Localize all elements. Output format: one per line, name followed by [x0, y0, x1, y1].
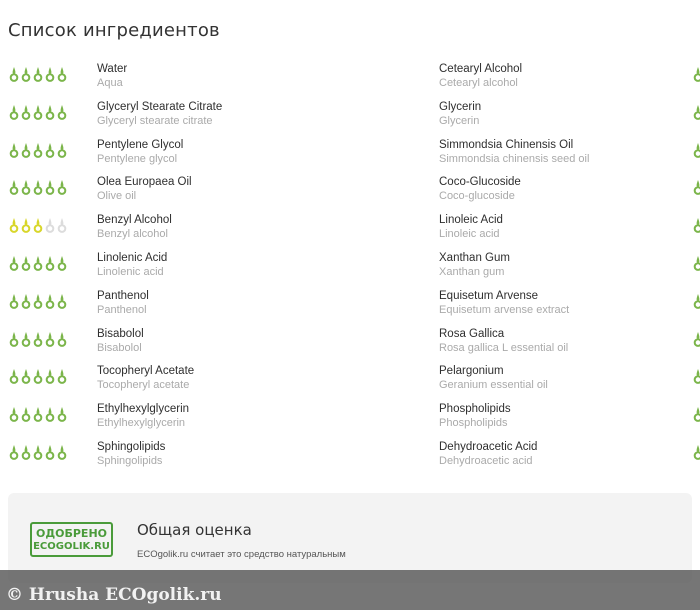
ingredient-name: Sphingolipids — [97, 440, 166, 453]
ingredient-inci: Simmondsia chinensis seed oil — [439, 152, 590, 165]
ingredient-name: Olea Europaea Oil — [97, 176, 192, 189]
leaf-drop-icon — [32, 406, 44, 422]
leaf-drop-icon — [44, 293, 56, 309]
ingredient-item[interactable] — [342, 438, 700, 476]
leaf-drop-icon — [692, 179, 700, 195]
ingredient-name: Bisabolol — [97, 327, 144, 340]
leaf-drop-icon — [56, 331, 68, 347]
leaf-drop-icon — [692, 255, 700, 271]
leaf-drop-icon — [20, 217, 32, 233]
leaf-drop-icon — [44, 217, 56, 233]
leaf-drop-icon — [56, 255, 68, 271]
safety-rating — [692, 293, 700, 309]
ingredient-row — [0, 287, 700, 325]
leaf-drop-icon — [32, 142, 44, 158]
ingredient-inci: Glycerin — [439, 114, 480, 127]
leaf-drop-icon — [32, 66, 44, 82]
safety-rating — [692, 406, 700, 422]
ingredient-name: Dehydroacetic Acid — [439, 440, 538, 453]
overall-rating-title: Общая оценка — [137, 521, 252, 539]
ingredient-item[interactable] — [0, 325, 342, 363]
ingredient-name: Linolenic Acid — [97, 251, 168, 264]
safety-rating — [692, 444, 700, 460]
safety-rating — [692, 104, 700, 120]
ingredient-inci: Rosa gallica L essential oil — [439, 341, 569, 354]
leaf-drop-icon — [20, 293, 32, 309]
stamp-line-approved: ОДОБРЕНО — [35, 527, 108, 540]
ingredient-name: Glycerin — [439, 100, 482, 113]
leaf-drop-icon — [8, 142, 20, 158]
ingredient-item[interactable] — [0, 136, 342, 174]
ingredient-name: Benzyl Alcohol — [97, 214, 172, 227]
ingredient-inci: Bisabolol — [97, 341, 142, 354]
leaf-drop-icon — [20, 142, 32, 158]
ingredient-row — [0, 362, 700, 400]
leaf-drop-icon — [20, 406, 32, 422]
leaf-drop-icon — [56, 293, 68, 309]
ingredient-inci: Aqua — [97, 77, 123, 89]
ingredient-name: Glyceryl Stearate Citrate — [97, 100, 223, 113]
leaf-drop-icon — [56, 66, 68, 82]
leaf-drop-icon — [20, 104, 32, 120]
safety-rating — [8, 406, 68, 422]
ingredient-item[interactable] — [342, 211, 700, 249]
ingredient-list — [0, 60, 700, 476]
safety-rating — [8, 293, 68, 309]
approved-stamp — [30, 522, 113, 557]
ingredient-item[interactable] — [0, 438, 342, 476]
safety-rating — [692, 217, 700, 233]
leaf-drop-icon — [56, 406, 68, 422]
leaf-drop-icon — [692, 66, 700, 82]
safety-rating — [8, 104, 68, 120]
safety-rating — [8, 66, 68, 82]
ingredient-row — [0, 60, 700, 98]
ingredient-item[interactable] — [342, 325, 700, 363]
ingredient-inci: Olive oil — [97, 190, 137, 203]
ingredient-name: Equisetum Arvense — [439, 289, 539, 302]
ingredient-row — [0, 173, 700, 211]
safety-rating — [692, 368, 700, 384]
leaf-drop-icon — [8, 66, 20, 82]
stamp-line-site: ECOGOLIK.RU — [33, 541, 110, 552]
ingredient-item[interactable] — [0, 211, 342, 249]
leaf-drop-icon — [8, 444, 20, 460]
ingredient-row — [0, 400, 700, 438]
safety-rating — [8, 444, 68, 460]
ingredient-item[interactable] — [342, 249, 700, 287]
leaf-drop-icon — [44, 255, 56, 271]
safety-rating — [8, 368, 68, 384]
leaf-drop-icon — [8, 255, 20, 271]
ingredient-inci: Dehydroacetic acid — [439, 454, 533, 467]
leaf-drop-icon — [8, 179, 20, 195]
leaf-drop-icon — [32, 444, 44, 460]
ingredient-name: Coco-Glucoside — [439, 176, 521, 189]
ingredient-inci: Xanthan gum — [439, 265, 505, 278]
ingredient-item[interactable] — [0, 400, 342, 438]
safety-rating — [8, 179, 68, 195]
leaf-drop-icon — [8, 217, 20, 233]
ingredient-inci: Benzyl alcohol — [97, 228, 168, 241]
safety-rating — [692, 142, 700, 158]
leaf-drop-icon — [56, 368, 68, 384]
ingredient-name: Tocopheryl Acetate — [97, 365, 195, 378]
leaf-drop-icon — [692, 293, 700, 309]
ingredient-item[interactable] — [342, 400, 700, 438]
ingredient-item[interactable] — [342, 60, 700, 98]
ingredient-name: Simmondsia Chinensis Oil — [439, 138, 574, 151]
leaf-drop-icon — [20, 331, 32, 347]
leaf-drop-icon — [20, 444, 32, 460]
leaf-drop-icon — [56, 444, 68, 460]
leaf-drop-icon — [44, 142, 56, 158]
ingredient-row — [0, 438, 700, 476]
ingredient-row — [0, 211, 700, 249]
ingredient-row — [0, 325, 700, 363]
leaf-drop-icon — [692, 368, 700, 384]
leaf-drop-icon — [56, 104, 68, 120]
ingredient-item[interactable] — [0, 287, 342, 325]
ingredient-name: Cetearyl Alcohol — [439, 63, 523, 75]
safety-rating — [692, 66, 700, 82]
leaf-drop-icon — [8, 331, 20, 347]
safety-rating — [692, 255, 700, 271]
ingredient-inci: Geranium essential oil — [439, 379, 548, 392]
ingredient-item[interactable] — [342, 173, 700, 211]
ingredient-inci: Coco-glucoside — [439, 190, 515, 203]
safety-rating — [692, 331, 700, 347]
leaf-drop-icon — [56, 142, 68, 158]
ingredient-name: Xanthan Gum — [439, 251, 510, 264]
leaf-drop-icon — [44, 368, 56, 384]
ingredient-inci: Glyceryl stearate citrate — [97, 114, 213, 127]
leaf-drop-icon — [692, 331, 700, 347]
leaf-drop-icon — [692, 217, 700, 233]
ingredient-item[interactable] — [342, 98, 700, 136]
ingredient-item[interactable] — [0, 60, 342, 98]
ingredient-item[interactable] — [0, 173, 342, 211]
ingredient-inci: Tocopheryl acetate — [97, 379, 190, 392]
safety-rating — [8, 142, 68, 158]
safety-rating — [692, 179, 700, 195]
ingredient-name: Linoleic Acid — [439, 214, 503, 227]
leaf-drop-icon — [32, 217, 44, 233]
leaf-drop-icon — [32, 368, 44, 384]
leaf-drop-icon — [44, 444, 56, 460]
ingredient-name: Ethylhexylglycerin — [97, 403, 190, 416]
leaf-drop-icon — [32, 104, 44, 120]
leaf-drop-icon — [44, 406, 56, 422]
leaf-drop-icon — [692, 444, 700, 460]
ingredient-name: Pelargonium — [439, 365, 504, 378]
ingredient-inci: Phospholipids — [439, 417, 508, 430]
leaf-drop-icon — [8, 406, 20, 422]
leaf-drop-icon — [44, 104, 56, 120]
ingredient-inci: Equisetum arvense extract — [439, 303, 570, 316]
leaf-drop-icon — [32, 331, 44, 347]
leaf-drop-icon — [20, 255, 32, 271]
ingredient-item[interactable] — [0, 362, 342, 400]
ingredient-name: Panthenol — [97, 289, 149, 302]
ingredient-row — [0, 136, 700, 174]
watermark-text: © Hrusha ECOgolik.ru — [6, 585, 222, 605]
ingredient-name: Phospholipids — [439, 403, 511, 416]
leaf-drop-icon — [8, 104, 20, 120]
leaf-drop-icon — [32, 255, 44, 271]
leaf-drop-icon — [44, 331, 56, 347]
ingredient-item[interactable] — [0, 98, 342, 136]
leaf-drop-icon — [44, 179, 56, 195]
ingredient-name: Pentylene Glycol — [97, 138, 184, 151]
ingredient-inci: Ethylhexylglycerin — [97, 417, 186, 430]
ingredient-row — [0, 249, 700, 287]
leaf-drop-icon — [32, 293, 44, 309]
leaf-drop-icon — [32, 179, 44, 195]
ingredient-row — [0, 98, 700, 136]
ingredient-inci: Cetearyl alcohol — [439, 77, 518, 89]
leaf-drop-icon — [44, 66, 56, 82]
ingredient-inci: Linolenic acid — [97, 265, 164, 278]
leaf-drop-icon — [20, 368, 32, 384]
safety-rating — [8, 331, 68, 347]
ingredient-name: Rosa Gallica — [439, 327, 505, 340]
ingredient-inci: Linoleic acid — [439, 228, 500, 241]
ingredient-inci: Sphingolipids — [97, 454, 163, 467]
page-title: Список ингредиентов — [8, 20, 220, 41]
overall-rating-text: ECOgolik.ru считает это средство натуральным — [137, 549, 346, 560]
ingredient-item[interactable] — [342, 287, 700, 325]
leaf-drop-icon — [8, 293, 20, 309]
leaf-drop-icon — [692, 104, 700, 120]
ingredient-inci: Pentylene glycol — [97, 152, 178, 165]
ingredient-name: Water — [97, 63, 128, 75]
ingredient-inci: Panthenol — [97, 303, 147, 316]
leaf-drop-icon — [692, 406, 700, 422]
leaf-drop-icon — [20, 179, 32, 195]
safety-rating — [8, 255, 68, 271]
ingredient-item[interactable] — [342, 362, 700, 400]
leaf-drop-icon — [56, 217, 68, 233]
leaf-drop-icon — [8, 368, 20, 384]
leaf-drop-icon — [20, 66, 32, 82]
safety-rating — [8, 217, 68, 233]
leaf-drop-icon — [692, 142, 700, 158]
ingredient-item[interactable] — [0, 249, 342, 287]
ingredient-item[interactable] — [342, 136, 700, 174]
leaf-drop-icon — [56, 179, 68, 195]
